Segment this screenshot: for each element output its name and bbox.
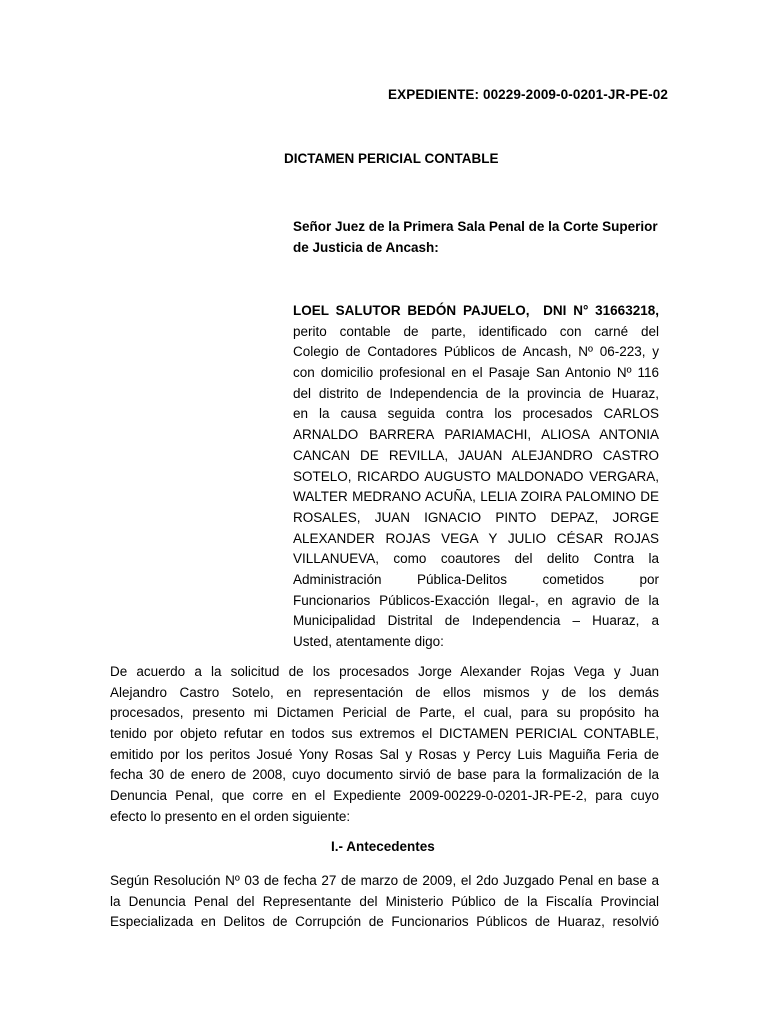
paragraph-line: Alejandro Castro Sotelo, en representación de ellos mismos y de los demás <box>110 684 659 700</box>
paragraph-line: emitido por los peritos Josué Yony Rosas Sal y Rosas y Percy Luis Maguiña Feria de <box>110 746 659 762</box>
expediente-number: EXPEDIENTE: 00229-2009-0-0201-JR-PE-02 <box>388 87 668 102</box>
intro-line: VILLANUEVA, como coautores del delito Contra la <box>293 551 659 567</box>
paragraph-line: Denuncia Penal, que corre en el Expediente 2009-00229-0-0201-JR-PE-2, para cuyo <box>110 788 659 804</box>
paragraph-last-line: efecto lo presento en el orden siguiente: <box>110 808 351 824</box>
intro-line: en la causa seguida contra los procesados CARLOS <box>293 406 659 422</box>
paragraph-line: Especializada en Delitos de Corrupción de Funcionarios Públicos de Huaraz, resolvió <box>110 914 659 930</box>
intro-line: perito contable de parte, identificado con carné del <box>293 323 659 339</box>
body-paragraph-1 <box>110 662 659 827</box>
addressee-line: Señor Juez de la Primera Sala Penal de la Corte Superior <box>293 219 658 234</box>
paragraph-line: fecha 30 de enero de 2008, cuyo documento sirvió de base para la formalización de la <box>110 767 659 783</box>
paragraph-line: De acuerdo a la solicitud de los procesados Jorge Alexander Rojas Vega y Juan <box>110 664 659 679</box>
intro-line: WALTER MEDRANO ACUÑA, LELIA ZOIRA PALOMINO DE <box>293 489 659 505</box>
intro-line: del distrito de Independencia de la provincia de Huaraz, <box>293 385 659 401</box>
intro-paragraph <box>293 301 659 653</box>
paragraph-line: la Denuncia Penal del Representante del Ministerio Público de la Fiscalía Provincial <box>110 893 659 909</box>
intro-line: CANCAN DE REVILLA, JAUAN ALEJANDRO CASTRO <box>293 447 659 463</box>
intro-line: ARNALDO BARRERA PARIAMACHI, ALIOSA ANTONIA <box>293 427 659 443</box>
expert-dni: DNI N° 31663218, <box>543 303 659 318</box>
intro-line: ALEXANDER ROJAS VEGA Y JULIO CÉSAR ROJAS <box>293 530 659 546</box>
intro-line: con domicilio profesional en el Pasaje San Antonio Nº 116 <box>293 365 659 381</box>
document-title: DICTAMEN PERICIAL CONTABLE <box>284 151 499 166</box>
body-paragraph-2 <box>110 871 659 933</box>
intro-line: Funcionarios Públicos-Exacción Ilegal-, en agravio de la <box>293 592 659 608</box>
addressee-line: de Justicia de Ancash: <box>293 240 439 255</box>
paragraph-line: Según Resolución Nº 03 de fecha 27 de marzo de 2009, el 2do Juzgado Penal en base a <box>110 873 659 888</box>
addressee-block <box>293 216 659 258</box>
expert-name: LOEL SALUTOR BEDÓN PAJUELO, <box>293 303 530 318</box>
section-heading-antecedentes: I.- Antecedentes <box>331 839 435 854</box>
intro-line: Administración Pública-Delitos cometidos por <box>293 571 659 587</box>
paragraph-line: tenido por objeto refutar en todos sus extremos el DICTAMEN PERICIAL CONTABLE, <box>110 726 659 742</box>
paragraph-line: procesados, presento mi Dictamen Pericial de Parte, el cual, para su propósito ha <box>110 705 659 721</box>
intro-line: Colegio de Contadores Públicos de Ancash, Nº 06-223, y <box>293 344 659 360</box>
intro-line: Municipalidad Distrital de Independencia – Huaraz, a <box>293 613 659 629</box>
intro-last-line: Usted, atentamente digo: <box>293 634 444 650</box>
intro-line: ROSALES, JUAN IGNACIO PINTO DEPAZ, JORGE <box>293 509 659 525</box>
intro-first-line <box>293 301 659 322</box>
intro-line: SOTELO, RICARDO AUGUSTO MALDONADO VERGARA, <box>293 468 659 484</box>
